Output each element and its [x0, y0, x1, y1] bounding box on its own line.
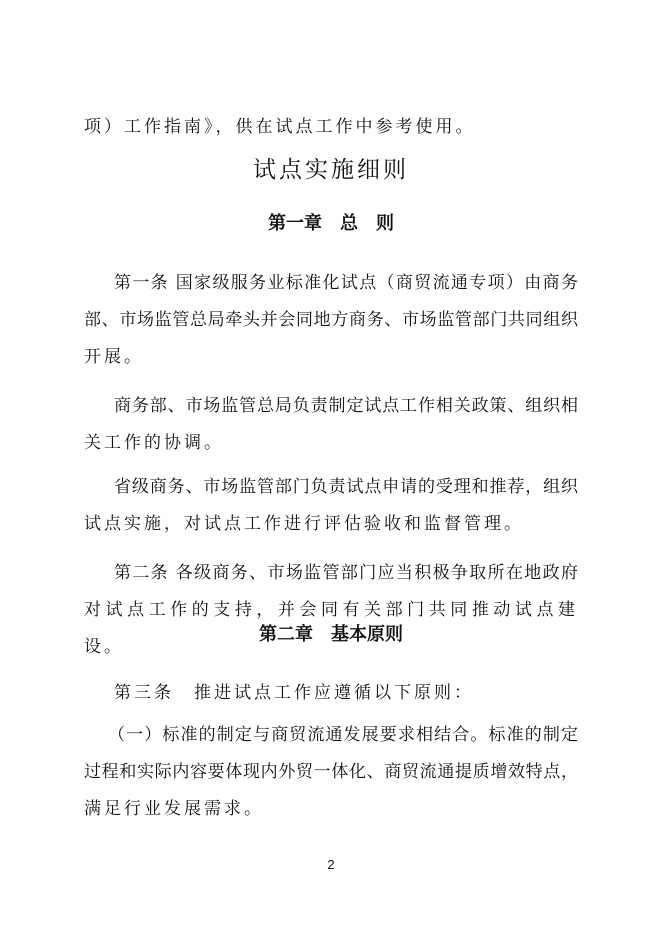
text-line: 开展。 — [84, 347, 144, 367]
text-line: 商务部、市场监管总局负责制定试点工作相关政策、组织相 — [114, 396, 578, 416]
text-line: 关工作的协调。 — [84, 433, 224, 453]
text-line: 过程和实际内容要体现内外贸一体化、商贸流通提质增效特点， — [84, 762, 578, 782]
intro-paragraph — [84, 109, 578, 146]
chapter-1-heading: 第一章 总 则 — [268, 213, 394, 234]
text-line: 第三条 推进试点工作应遵循以下原则： — [114, 683, 474, 703]
article-3 — [84, 675, 578, 712]
principle-item-1 — [84, 717, 578, 828]
text-line: 对试点工作的支持，并会同有关部门共同推动试点建设。 — [84, 600, 578, 657]
text-line: 试点实施，对试点工作进行评估验收和监督管理。 — [84, 514, 524, 534]
text-line: 省级商务、市场监管部门负责试点申请的受理和推荐，组织 — [114, 477, 578, 497]
text-line: 项）工作指南》，供在试点工作中参考使用。 — [84, 117, 476, 137]
paragraph-provincial — [84, 469, 578, 543]
text-line: （一）标准的制定与商贸流通发展要求相结合。标准的制定 — [108, 725, 578, 745]
chapter-2-heading: 第二章 基本原则 — [259, 624, 403, 645]
article-1 — [84, 265, 578, 376]
text-line: 满足行业发展需求。 — [84, 799, 264, 819]
page-number: 2 — [327, 857, 335, 872]
paragraph-responsibility — [84, 388, 578, 462]
text-line: 部、市场监管总局牵头并会同地方商务、市场监管部门共同组织 — [84, 310, 578, 330]
text-line: 第二条 各级商务、市场监管部门应当积极争取所在地政府 — [114, 563, 578, 583]
text-line: 第一条 国家级服务业标准化试点（商贸流通专项）由商务 — [114, 273, 578, 293]
document-title: 试点实施细则 — [253, 157, 409, 183]
